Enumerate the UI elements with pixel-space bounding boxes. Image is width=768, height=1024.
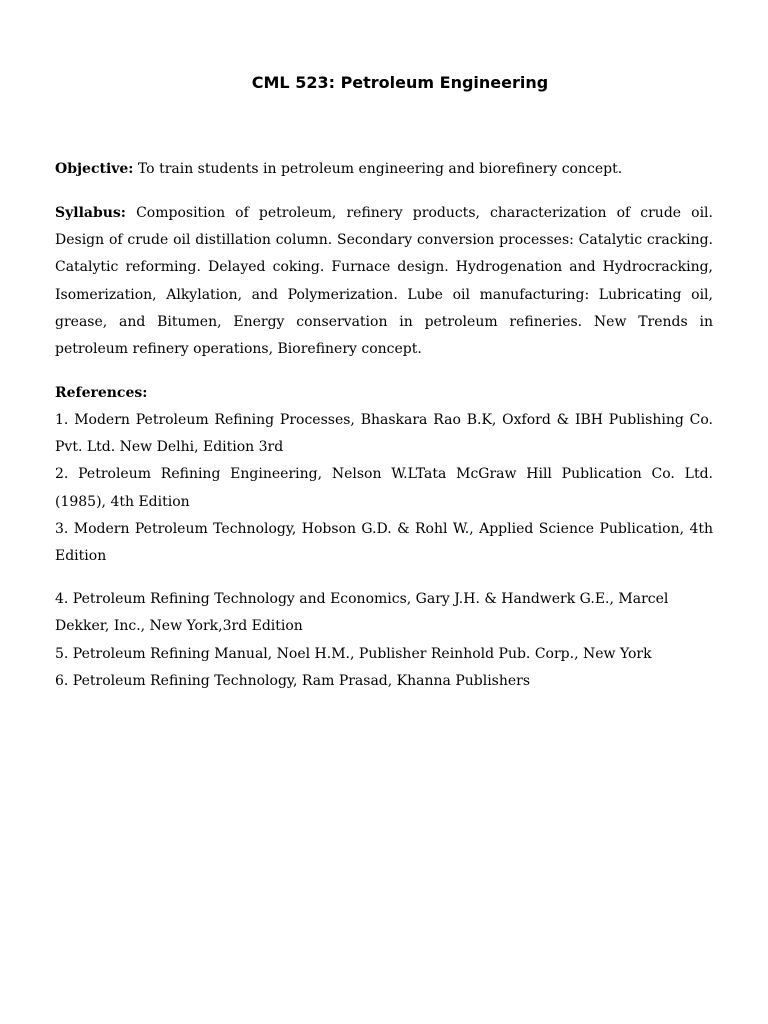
syllabus-label: Syllabus: xyxy=(55,205,126,221)
references-list xyxy=(55,407,713,695)
reference-item: 3. Modern Petroleum Technology, Hobson G.D. & Rohl W., Applied Science Publication, 4th Edition xyxy=(55,520,713,565)
syllabus-text: Composition of petroleum, refinery products, characterization of crude oil. Design of crude oil distillation column. Secondary conversion processes: Catalytic cracking. Catalytic reforming. Delayed coking. Furnace design. Hydrogenation and Hydrocracking, Isomerization, Alkylation, and Polymerization. Lube oil manufacturing: Lubricating oil, grease, and Bitumen, Energy conservation in petroleum refineries. New Trends in petroleum refinery operations, Biorefinery concept. xyxy=(55,205,713,358)
references-heading xyxy=(55,380,147,407)
references-label: References: xyxy=(55,385,148,401)
reference-item: 1. Modern Petroleum Refining Processes, Bhaskara Rao B.K, Oxford & IBH Publishing Co. Pvt. Ltd. New Delhi, Edition 3rd xyxy=(55,412,713,456)
objective-text: To train students in petroleum engineering and biorefinery concept. xyxy=(133,161,623,177)
course-title: CML 523: Petroleum Engineering xyxy=(251,73,549,92)
objective-paragraph xyxy=(55,156,713,183)
reference-item: 5. Petroleum Refining Manual, Noel H.M., Publisher Reinhold Pub. Corp., New York xyxy=(55,645,652,662)
reference-item: 6. Petroleum Refining Technology, Ram Prasad, Khanna Publishers xyxy=(55,672,531,689)
reference-item: 4. Petroleum Refining Technology and Economics, Gary J.H. & Handwerk G.E., Marcel Dekker, Inc., New York,3rd Edition xyxy=(55,591,669,635)
syllabus-paragraph xyxy=(55,200,713,363)
objective-label: Objective: xyxy=(55,161,134,177)
reference-item: 2. Petroleum Refining Engineering, Nelson W.LTata McGraw Hill Publication Co. Ltd. (1985), 4th Edition xyxy=(55,466,713,510)
